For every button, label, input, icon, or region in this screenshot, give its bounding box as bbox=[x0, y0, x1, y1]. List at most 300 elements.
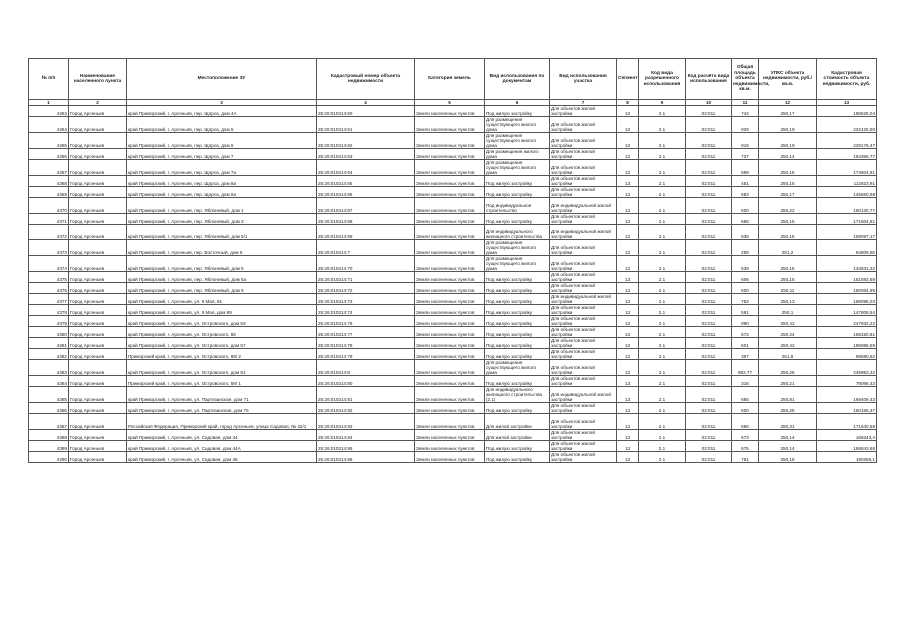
table-cell: 25:26:010314:74 bbox=[317, 305, 415, 316]
table-cell: 02:011 bbox=[686, 240, 732, 256]
table-cell: Для объектов жилой застройки bbox=[550, 305, 617, 316]
table-cell: Для жилой застройки bbox=[485, 414, 550, 430]
table-cell: 112823,91 bbox=[817, 176, 877, 187]
table-cell: 13 bbox=[617, 440, 639, 451]
table-cell: Под жилую застройку bbox=[485, 176, 550, 187]
table-cell: 02:011 bbox=[686, 149, 732, 160]
column-number: 12 bbox=[759, 100, 817, 106]
table-cell: 168343,4 bbox=[817, 429, 877, 440]
table-cell: 13 bbox=[617, 376, 639, 387]
table-row bbox=[29, 294, 877, 305]
table-cell: 169409,43 bbox=[817, 387, 877, 403]
table-cell: Приморский край, г. Арсеньев, ул. Островского, 69/ 2 bbox=[127, 349, 317, 360]
table-cell: край Приморский, г. Арсеньев, ул. Садовая, дом 44А bbox=[127, 440, 317, 451]
table-cell: Город Арсеньев bbox=[69, 149, 127, 160]
table-cell: 150155,37 bbox=[817, 403, 877, 414]
table-cell: 13 bbox=[617, 106, 639, 117]
table-cell: Под жилую застройку bbox=[485, 316, 550, 327]
table-cell: край Приморский, г. Арсеньев, ул. Садовая, дом 46 bbox=[127, 451, 317, 462]
table-cell: 251,2 bbox=[759, 240, 817, 256]
column-number: 9 bbox=[639, 100, 686, 106]
table-row bbox=[29, 349, 877, 360]
table-row bbox=[29, 429, 877, 440]
table-cell: 02:011 bbox=[686, 414, 732, 430]
table-cell: край Приморский, г. Арсеньев, пер. Щорса, дом 4А bbox=[127, 106, 317, 117]
table-cell: Земли населенных пунктов bbox=[415, 187, 485, 198]
table-cell: 250,81 bbox=[759, 387, 817, 403]
table-cell: 02:011 bbox=[686, 338, 732, 349]
table-cell: 4366 bbox=[29, 149, 69, 160]
table-cell: Город Арсеньев bbox=[69, 294, 127, 305]
table-cell: 185988,59 bbox=[817, 338, 877, 349]
table-cell: 2.1 bbox=[639, 349, 686, 360]
table-cell: Для объектов жилой застройки bbox=[550, 256, 617, 272]
table-cell: Для объектов жилой застройки bbox=[550, 360, 617, 376]
table-cell: Земли населенных пунктов bbox=[415, 414, 485, 430]
table-cell: 4390 bbox=[29, 451, 69, 462]
table-cell: Для объектов жилой застройки bbox=[550, 429, 617, 440]
table-cell: Для объектов жилой застройки bbox=[550, 451, 617, 462]
table-row bbox=[29, 316, 877, 327]
table-cell: 150130,77 bbox=[817, 198, 877, 214]
table-cell: 4378 bbox=[29, 305, 69, 316]
table-cell: 916 bbox=[732, 133, 759, 149]
table-cell: 25:26:010314:83 bbox=[317, 414, 415, 430]
table-cell: Под жилую застройку bbox=[485, 272, 550, 283]
table-cell: Город Арсеньев bbox=[69, 440, 127, 451]
table-cell: 247932,22 bbox=[817, 316, 877, 327]
table-cell: Для размещения существующего жилого дома bbox=[485, 133, 550, 149]
table-cell: 929 bbox=[732, 117, 759, 133]
table-cell: 2.1 bbox=[639, 117, 686, 133]
table-cell: 665 bbox=[732, 387, 759, 403]
table-cell: Для размещения жилого дома bbox=[485, 149, 550, 160]
table-cell: Для объектов жилой застройки bbox=[550, 338, 617, 349]
table-cell: 168150,81 bbox=[817, 327, 877, 338]
table-cell: Земли населенных пунктов bbox=[415, 316, 485, 327]
table-cell: 13 bbox=[617, 213, 639, 224]
table-cell: 990 bbox=[732, 316, 759, 327]
table-cell: Для индивидуального жилищного строительства (2.1) bbox=[485, 387, 550, 403]
table-cell: Город Арсеньев bbox=[69, 305, 127, 316]
table-cell: Город Арсеньев bbox=[69, 272, 127, 283]
table-cell: 02:011 bbox=[686, 117, 732, 133]
table-cell: 02:011 bbox=[686, 316, 732, 327]
table-cell: 184356,77 bbox=[817, 149, 877, 160]
table-cell: 4364 bbox=[29, 117, 69, 133]
table-cell: 25:26:010314:66 bbox=[317, 187, 415, 198]
table-cell: Земли населенных пунктов bbox=[415, 224, 485, 240]
table-cell: 02:011 bbox=[686, 327, 732, 338]
table-cell: 2.1 bbox=[639, 387, 686, 403]
table-cell: 4376 bbox=[29, 283, 69, 294]
table-cell: 134831,32 bbox=[817, 256, 877, 272]
table-cell: Город Арсеньев bbox=[69, 327, 127, 338]
table-cell: Земли населенных пунктов bbox=[415, 360, 485, 376]
table-row bbox=[29, 256, 877, 272]
table-cell: 686 bbox=[732, 213, 759, 224]
table-cell: край Приморский, г. Арсеньев, ул. 9 Мая, 81 bbox=[127, 294, 317, 305]
table-cell: 4382 bbox=[29, 349, 69, 360]
table-cell: 2.1 bbox=[639, 149, 686, 160]
table-cell: Под жилую застройку bbox=[485, 305, 550, 316]
table-cell: Для жилой застройки bbox=[485, 429, 550, 440]
table-row bbox=[29, 198, 877, 214]
table-cell: Для объектов жилой застройки bbox=[550, 187, 617, 198]
table-cell: 250,15 bbox=[759, 224, 817, 240]
table-cell: 672 bbox=[732, 327, 759, 338]
table-cell: край Приморский, г. Арсеньев, пер. Яблоневый, дом 5 bbox=[127, 256, 317, 272]
column-number: 8 bbox=[617, 100, 639, 106]
table-cell: 4373 bbox=[29, 240, 69, 256]
table-cell: Под жилую застройку bbox=[485, 283, 550, 294]
table-cell: Земли населенных пунктов bbox=[415, 338, 485, 349]
table-cell: край Приморский, г. Арсеньев, ул. Садовая, дом 44 bbox=[127, 429, 317, 440]
table-cell: Земли населенных пунктов bbox=[415, 376, 485, 387]
table-cell: Для объектов жилой застройки bbox=[550, 149, 617, 160]
table-cell: Под жилую застройку bbox=[485, 349, 550, 360]
table-cell: 13 bbox=[617, 198, 639, 214]
table-cell: Земли населенных пунктов bbox=[415, 294, 485, 305]
column-number: 6 bbox=[485, 100, 550, 106]
table-cell: 250,42 bbox=[759, 316, 817, 327]
table-cell: Для объектов жилой застройки bbox=[550, 403, 617, 414]
column-header: Код расчёта вида использования bbox=[686, 59, 732, 100]
table-cell: край Приморский, г. Арсеньев, пер. Яблоневый, дом 5а bbox=[127, 272, 317, 283]
table-cell: Под жилую застройку bbox=[485, 106, 550, 117]
table-cell: 64809,65 bbox=[817, 240, 877, 256]
table-cell: Земли населенных пунктов bbox=[415, 283, 485, 294]
table-cell: 02:011 bbox=[686, 305, 732, 316]
table-cell: 4389 bbox=[29, 440, 69, 451]
table-cell: 2.1 bbox=[639, 376, 686, 387]
table-cell: Город Арсеньев bbox=[69, 403, 127, 414]
table-cell: Земли населенных пунктов bbox=[415, 256, 485, 272]
table-cell: Город Арсеньев bbox=[69, 414, 127, 430]
column-number: 11 bbox=[732, 100, 759, 106]
table-cell: 02:011 bbox=[686, 213, 732, 224]
column-number: 7 bbox=[550, 100, 617, 106]
table-cell: 250,17 bbox=[759, 106, 817, 117]
table-cell: 250,21 bbox=[759, 376, 817, 387]
table-cell: 145850,98 bbox=[817, 187, 877, 198]
table-cell: Город Арсеньев bbox=[69, 198, 127, 214]
table-row bbox=[29, 440, 877, 451]
table-cell: 13 bbox=[617, 338, 639, 349]
table-cell: 2.1 bbox=[639, 338, 686, 349]
column-number: 13 bbox=[817, 100, 877, 106]
table-cell: 2.1 bbox=[639, 224, 686, 240]
table-cell: 4369 bbox=[29, 187, 69, 198]
table-cell: 25:26:010314:68 bbox=[317, 213, 415, 224]
table-cell: Для объектов жилой застройки bbox=[550, 117, 617, 133]
table-cell: 4379 bbox=[29, 316, 69, 327]
table-cell: 4370 bbox=[29, 198, 69, 214]
table-cell: Город Арсеньев bbox=[69, 349, 127, 360]
table-cell: 02:011 bbox=[686, 272, 732, 283]
table-cell: 02:011 bbox=[686, 224, 732, 240]
column-number: 5 bbox=[415, 100, 485, 106]
table-cell: край Приморский, г. Арсеньев, пер. Яблоневый, дом 1 bbox=[127, 198, 317, 214]
table-cell: 02:011 bbox=[686, 451, 732, 462]
table-row bbox=[29, 338, 877, 349]
table-cell: 25:26:010314:65 bbox=[317, 176, 415, 187]
table-cell: 229176,47 bbox=[817, 133, 877, 149]
table-cell: 4372 bbox=[29, 224, 69, 240]
table-cell: 600 bbox=[732, 283, 759, 294]
table-cell: Для размещения существующего жилого дома bbox=[485, 360, 550, 376]
table-cell: 2.1 bbox=[639, 360, 686, 376]
table-cell: 4387 bbox=[29, 414, 69, 430]
table-cell: 02:011 bbox=[686, 387, 732, 403]
table-cell: Под индивидуальное строительство bbox=[485, 198, 550, 214]
table-cell: 2.1 bbox=[639, 305, 686, 316]
table-cell: 02:011 bbox=[686, 283, 732, 294]
table-cell: Под жилую застройку bbox=[485, 440, 550, 451]
table-cell: 185628,04 bbox=[817, 106, 877, 117]
table-cell: 250,19 bbox=[759, 133, 817, 149]
table-cell: 250,16 bbox=[759, 451, 817, 462]
table-cell: Город Арсеньев bbox=[69, 224, 127, 240]
column-header: Общая площадь объекта недвижимости, кв.м. bbox=[732, 59, 759, 100]
table-cell: 25:26:010314:72 bbox=[317, 283, 415, 294]
table-cell: 4381 bbox=[29, 338, 69, 349]
table-cell: Город Арсеньев bbox=[69, 187, 127, 198]
table-cell: 188095,03 bbox=[817, 294, 877, 305]
table-cell: 02:011 bbox=[686, 256, 732, 272]
table-cell: край Приморский, г. Арсеньев, пер. Яблоневый, дом 3 bbox=[127, 213, 317, 224]
table-cell: Для объектов жилой застройки bbox=[550, 440, 617, 451]
table-cell: 02:011 bbox=[686, 176, 732, 187]
table-cell: Для размещения существующего жилого дома bbox=[485, 240, 550, 256]
table-cell: край Приморский, г. Арсеньев, пер. Восточный, дом 6 bbox=[127, 240, 317, 256]
table-cell: Город Арсеньев bbox=[69, 338, 127, 349]
table-cell: 13 bbox=[617, 403, 639, 414]
table-cell: 4375 bbox=[29, 272, 69, 283]
table-row bbox=[29, 106, 877, 117]
table-cell: 25:26:010314:7 bbox=[317, 240, 415, 256]
table-cell: 25:26:010314:62 bbox=[317, 133, 415, 149]
table-cell: 02:011 bbox=[686, 440, 732, 451]
table-cell: 168843,68 bbox=[817, 440, 877, 451]
table-cell: Для объектов жилой застройки bbox=[550, 160, 617, 176]
table-cell: 25:26:010314:8 bbox=[317, 360, 415, 376]
table-cell: 171640,58 bbox=[817, 414, 877, 430]
table-row bbox=[29, 283, 877, 294]
table-cell: 02:011 bbox=[686, 403, 732, 414]
table-cell: 250,14 bbox=[759, 429, 817, 440]
table-cell: Земли населенных пунктов bbox=[415, 213, 485, 224]
table-cell: Земли населенных пунктов bbox=[415, 272, 485, 283]
table-cell: Для индивидуальной жилой застройки bbox=[550, 224, 617, 240]
table-cell: Земли населенных пунктов bbox=[415, 327, 485, 338]
column-header: Кадастровый номер объекта недвижимости bbox=[317, 59, 415, 100]
table-cell: 4363 bbox=[29, 106, 69, 117]
table-cell: Для объектов жилой застройки bbox=[550, 176, 617, 187]
table-cell: 13 bbox=[617, 327, 639, 338]
table-cell: 250,26 bbox=[759, 360, 817, 376]
table-cell: 25:26:010314:63 bbox=[317, 149, 415, 160]
table-cell: 2.1 bbox=[639, 327, 686, 338]
table-cell: Для размещения существующего жилого дома bbox=[485, 117, 550, 133]
column-number: 4 bbox=[317, 100, 415, 106]
table-row bbox=[29, 176, 877, 187]
table-cell: 2.1 bbox=[639, 283, 686, 294]
table-cell: 13 bbox=[617, 451, 639, 462]
table-cell: 13 bbox=[617, 117, 639, 133]
table-cell: Город Арсеньев bbox=[69, 240, 127, 256]
table-cell: Для объектов жилой застройки bbox=[550, 376, 617, 387]
table-cell: 02:011 bbox=[686, 187, 732, 198]
table-cell: 2.1 bbox=[639, 414, 686, 430]
table-cell: Земли населенных пунктов bbox=[415, 403, 485, 414]
table-cell: Для объектов жилой застройки bbox=[550, 213, 617, 224]
table-cell: 4383 bbox=[29, 360, 69, 376]
table-cell: 250,22 bbox=[759, 198, 817, 214]
table-cell: 761 bbox=[732, 451, 759, 462]
table-cell: 02:011 bbox=[686, 429, 732, 440]
table-cell: 13 bbox=[617, 176, 639, 187]
table-cell: Город Арсеньев bbox=[69, 256, 127, 272]
table-cell: 2.1 bbox=[639, 440, 686, 451]
table-row bbox=[29, 305, 877, 316]
table-cell: 539 bbox=[732, 256, 759, 272]
table-cell: Для индивидуальной жилой застройки bbox=[550, 294, 617, 305]
table-cell: 2.1 bbox=[639, 294, 686, 305]
table-cell: 190366,1 bbox=[817, 451, 877, 462]
column-number: 3 bbox=[127, 100, 317, 106]
table-cell: Для объектов жилой застройки bbox=[550, 327, 617, 338]
table-cell: Город Арсеньев bbox=[69, 133, 127, 149]
table-cell: 2.1 bbox=[639, 160, 686, 176]
table-cell: 25:26:010314:78 bbox=[317, 338, 415, 349]
table-cell: 02:011 bbox=[686, 198, 732, 214]
table-cell: 25:26:010314:73 bbox=[317, 294, 415, 305]
table-cell: 02:011 bbox=[686, 106, 732, 117]
table-cell: 147809,54 bbox=[817, 305, 877, 316]
cadastral-table bbox=[28, 58, 877, 463]
table-cell: край Приморский, г. Арсеньев, ул. Партизанская, дом 75 bbox=[127, 403, 317, 414]
table-cell: 25:26:010314:80 bbox=[317, 376, 415, 387]
table-cell: 686 bbox=[732, 414, 759, 430]
table-cell: Земли населенных пунктов bbox=[415, 387, 485, 403]
table-cell: Земли населенных пунктов bbox=[415, 440, 485, 451]
table-row bbox=[29, 272, 877, 283]
table-cell: 02:011 bbox=[686, 360, 732, 376]
table-cell: 752 bbox=[732, 294, 759, 305]
table-cell: 2.1 bbox=[639, 451, 686, 462]
column-header: Категория земель bbox=[415, 59, 485, 100]
table-cell: 13 bbox=[617, 133, 639, 149]
table-cell: 4371 bbox=[29, 213, 69, 224]
table-cell: Для объектов жилой застройки bbox=[550, 316, 617, 327]
table-cell: 4368 bbox=[29, 176, 69, 187]
table-cell: 13 bbox=[617, 272, 639, 283]
table-cell: 2.1 bbox=[639, 213, 686, 224]
table-cell: Город Арсеньев bbox=[69, 451, 127, 462]
table-cell: 2.1 bbox=[639, 187, 686, 198]
table-cell: 600 bbox=[732, 403, 759, 414]
table-cell: Приморский край, г. Арсеньев, ул. Островского, 59/ 1 bbox=[127, 376, 317, 387]
table-cell: Город Арсеньев bbox=[69, 176, 127, 187]
table-cell: 25:26:010314:60 bbox=[317, 106, 415, 117]
table-cell: 25:26:010314:82 bbox=[317, 403, 415, 414]
table-cell: 25:26:010314:69 bbox=[317, 224, 415, 240]
table-cell: 258 bbox=[732, 240, 759, 256]
table-cell: 4377 bbox=[29, 294, 69, 305]
table-row bbox=[29, 224, 877, 240]
table-cell: 25:26:010314:76 bbox=[317, 316, 415, 327]
table-row bbox=[29, 160, 877, 176]
table-cell: 250,11 bbox=[759, 283, 817, 294]
table-cell: Для индивидуального жилищного строительства bbox=[485, 224, 550, 240]
table-cell: 606 bbox=[732, 272, 759, 283]
table-row bbox=[29, 133, 877, 149]
table-cell: 250,15 bbox=[759, 272, 817, 283]
table-cell: Российская Федерация, Приморский край, город Арсеньев, улица Садовая, № 42/1 bbox=[127, 414, 317, 430]
table-cell: 397 bbox=[732, 349, 759, 360]
table-cell: 25:26:010314:77 bbox=[317, 327, 415, 338]
table-cell: 591 bbox=[732, 305, 759, 316]
table-cell: Для объектов жилой застройки bbox=[550, 349, 617, 360]
table-cell: Земли населенных пунктов bbox=[415, 133, 485, 149]
table-cell: 25:26:010314:67 bbox=[317, 198, 415, 214]
table-cell: Город Арсеньев bbox=[69, 213, 127, 224]
table-cell: край Приморский, г. Арсеньев, ул. Островского, 55 bbox=[127, 327, 317, 338]
table-cell: Для объектов жилой застройки bbox=[550, 272, 617, 283]
table-cell: 2.1 bbox=[639, 403, 686, 414]
table-cell: 250,15 bbox=[759, 256, 817, 272]
table-row bbox=[29, 117, 877, 133]
table-row bbox=[29, 403, 877, 414]
table-cell: 4386 bbox=[29, 403, 69, 414]
table-cell: Земли населенных пунктов bbox=[415, 117, 485, 133]
table-cell: Для объектов жилой застройки bbox=[550, 106, 617, 117]
table-cell: Для размещения существующего жилого дома bbox=[485, 160, 550, 176]
table-cell: 2.1 bbox=[639, 133, 686, 149]
table-cell: Под жилую застройку bbox=[485, 338, 550, 349]
table-cell: Для размещения существующего жилого дома bbox=[485, 256, 550, 272]
table-cell: Земли населенных пунктов bbox=[415, 240, 485, 256]
table-cell: 13 bbox=[617, 187, 639, 198]
table-cell: 171604,81 bbox=[817, 213, 877, 224]
table-cell: 250,14 bbox=[759, 149, 817, 160]
table-cell: край Приморский, г. Арсеньев, ул. Островского, дом 57 bbox=[127, 338, 317, 349]
table-cell: 79066,43 bbox=[817, 376, 877, 387]
table-cell: 636 bbox=[732, 224, 759, 240]
column-number: 2 bbox=[69, 100, 127, 106]
column-number: 10 bbox=[686, 100, 732, 106]
table-cell: 600 bbox=[732, 198, 759, 214]
table-row bbox=[29, 376, 877, 387]
table-cell: 13 bbox=[617, 360, 639, 376]
table-cell: Город Арсеньев bbox=[69, 387, 127, 403]
table-cell: 2.1 bbox=[639, 106, 686, 117]
table-cell: 13 bbox=[617, 283, 639, 294]
table-cell: 737 bbox=[732, 149, 759, 160]
table-cell: 4374 bbox=[29, 256, 69, 272]
table-cell: 4380 bbox=[29, 327, 69, 338]
table-cell: Земли населенных пунктов bbox=[415, 198, 485, 214]
table-cell: край Приморский, г. Арсеньев, ул. Островского, дом 51 bbox=[127, 360, 317, 376]
column-header: Сегмент bbox=[617, 59, 639, 100]
table-cell: 13 bbox=[617, 240, 639, 256]
table-cell: 2.1 bbox=[639, 272, 686, 283]
table-row bbox=[29, 327, 877, 338]
table-cell: Под жилую застройку bbox=[485, 294, 550, 305]
table-cell: 13 bbox=[617, 429, 639, 440]
table-cell: 698 bbox=[732, 160, 759, 176]
